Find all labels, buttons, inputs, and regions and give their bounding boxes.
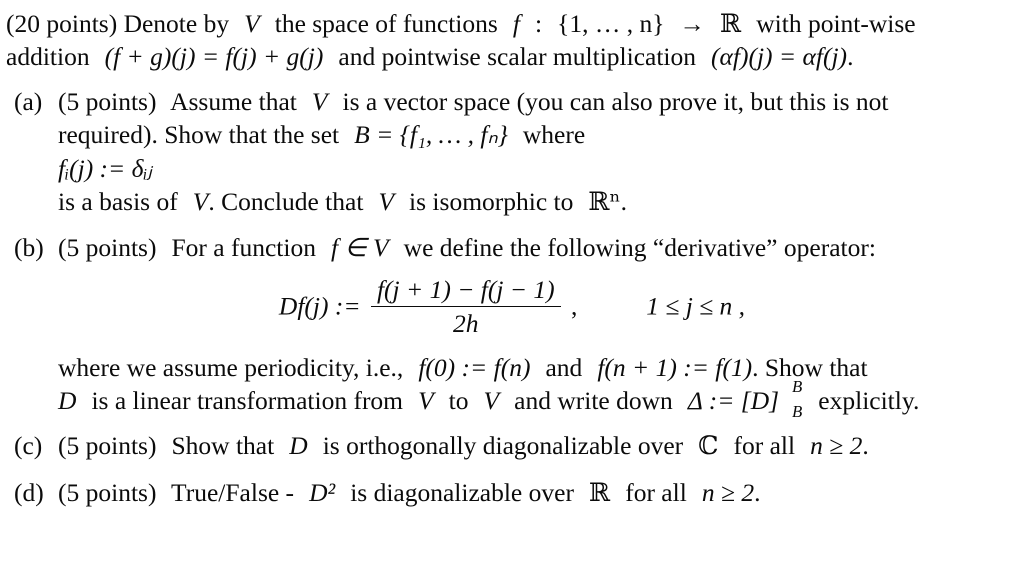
part-d-D-squared: D² (309, 477, 336, 507)
part-a-closing-4: . (620, 186, 628, 216)
part-c-D: D (289, 431, 308, 461)
part-d-condition: n ≥ 2 (701, 477, 755, 507)
part-b-numerator: f(j + 1) − f(j − 1) (376, 274, 555, 304)
part-b-delta-def: Δ := [D] (687, 386, 780, 416)
part-a-delta-formula: fᵢ(j) := δᵢⱼ (58, 153, 152, 183)
intro-line-1 (6, 8, 1004, 41)
part-a-closing-1: is a basis of (58, 186, 178, 216)
part-d-line-1 (58, 476, 1024, 510)
part-a-display-equation (58, 154, 152, 183)
part-a-text-1: Assume that (170, 87, 297, 117)
part-a-body (58, 85, 1024, 219)
intro-text-4: and pointwise scalar multiplication (338, 41, 696, 71)
part-c-period: . (862, 431, 869, 461)
part-c-points: (5 points) (58, 431, 157, 461)
part-c-text-2: is orthogonally diagonalizable over (322, 431, 684, 461)
part-b-range: 1 ≤ j ≤ n , (646, 291, 746, 321)
part-b-writedown-text: and write down (514, 386, 673, 416)
intro-addition-label: addition (6, 41, 90, 71)
part-b-body (58, 231, 1024, 264)
part-b-V-from: V (418, 386, 434, 416)
intro-points-label: (20 points) Denote by (6, 9, 230, 38)
part-b-points: (5 points) (58, 232, 157, 262)
part-b-linear-text: is a linear transformation from (91, 386, 404, 416)
intro-colon: : (534, 9, 543, 38)
part-b-delta-sup: B (791, 377, 803, 397)
part-b-V-to: V (483, 386, 500, 416)
intro-reals: ℝ (720, 9, 742, 39)
part-a-line-1 (58, 85, 1024, 118)
part-a-line-2 (58, 118, 1024, 151)
intro-addition-formula: (f + g)(j) = f(j) + g(j) (104, 41, 324, 71)
part-b-fn1: f(n + 1) := f(1) (597, 353, 753, 383)
part-a-closing-2: . Conclude that (208, 186, 364, 216)
part-d-reals: ℝ (588, 477, 611, 508)
intro-V: V (244, 9, 260, 38)
part-a-V2: V (192, 186, 209, 216)
intro-f: f (512, 9, 520, 38)
intro-line-2 (6, 41, 1004, 74)
intro-domain: {1, … , n} (557, 9, 665, 38)
part-b-periodicity-text: where we assume periodicity, i.e., (58, 353, 404, 383)
part-a-tag: (a) (14, 87, 43, 117)
part-b-delta-sub: B (791, 401, 803, 421)
part-d-text-1: True/False - (171, 477, 295, 507)
intro-scalar-formula: (αf)(j) = αf(j) (711, 41, 848, 71)
part-b-explicitly: explicitly. (818, 386, 920, 416)
part-b-closing-line-1 (58, 351, 1024, 384)
part-c-text-1: Show that (171, 431, 275, 461)
intro-text-3: with point-wise (756, 9, 916, 38)
intro-arrow: → (679, 9, 705, 38)
part-d-text-2: is diagonalizable over (350, 477, 574, 507)
part-b (0, 231, 1024, 264)
intro-text-2: the space of functions (274, 9, 498, 38)
part-d-text-3: for all (625, 477, 687, 507)
part-d-tag: (d) (14, 477, 44, 507)
part-a-text-2: is a vector space (you can also prove it, but this is not (342, 87, 889, 117)
part-d-body (58, 476, 1024, 510)
part-c-text-3: for all (733, 431, 796, 461)
derivative-fraction (371, 275, 561, 340)
part-b-and: and (545, 353, 583, 383)
part-a-V3: V (378, 186, 395, 216)
part-a-text-3: required). Show that the set (58, 120, 340, 150)
problem-intro (0, 0, 1024, 73)
part-b-closing-line-2 (58, 377, 1024, 421)
part-b-comma: , (571, 291, 578, 321)
part-b-text-1: For a function (171, 232, 316, 262)
part-b-matrix-def (687, 377, 803, 421)
part-b-text-2: we define the following “derivative” operator: (403, 232, 876, 262)
part-c-body (58, 429, 1024, 463)
part-c (0, 429, 1024, 463)
part-a-Rn: ℝⁿ (588, 186, 621, 217)
part-a-set-def: B = {f₁, … , fₙ} (354, 120, 508, 150)
part-a-V: V (311, 87, 328, 117)
part-c-complex: ℂ (698, 431, 719, 462)
part-b-display-equation (0, 276, 1024, 341)
part-a-closing-3: is isomorphic to (409, 186, 574, 216)
part-b-to: to (448, 386, 469, 416)
part-b-D: D (58, 386, 77, 416)
intro-period: . (847, 41, 854, 71)
part-d-period: . (754, 477, 761, 507)
part-b-denominator: 2h (453, 309, 479, 339)
part-b-showthat: . Show that (752, 353, 868, 383)
part-c-condition: n ≥ 2 (810, 431, 863, 461)
part-b-lhs: Df(j) := (278, 291, 361, 321)
part-b-tag: (b) (14, 232, 44, 262)
part-a-points: (5 points) (58, 87, 157, 117)
part-a-text-4: where (522, 120, 586, 150)
part-d-points: (5 points) (58, 477, 157, 507)
part-b-closing (0, 351, 1024, 421)
part-c-line-1 (58, 429, 1024, 463)
part-b-f-in-V: f ∈ V (331, 232, 389, 262)
part-a (0, 85, 1024, 219)
part-d (0, 476, 1024, 510)
part-b-line-1 (58, 231, 1024, 264)
part-c-tag: (c) (14, 431, 43, 461)
part-b-f0: f(0) := f(n) (418, 353, 531, 383)
part-a-line-3 (58, 185, 1024, 219)
